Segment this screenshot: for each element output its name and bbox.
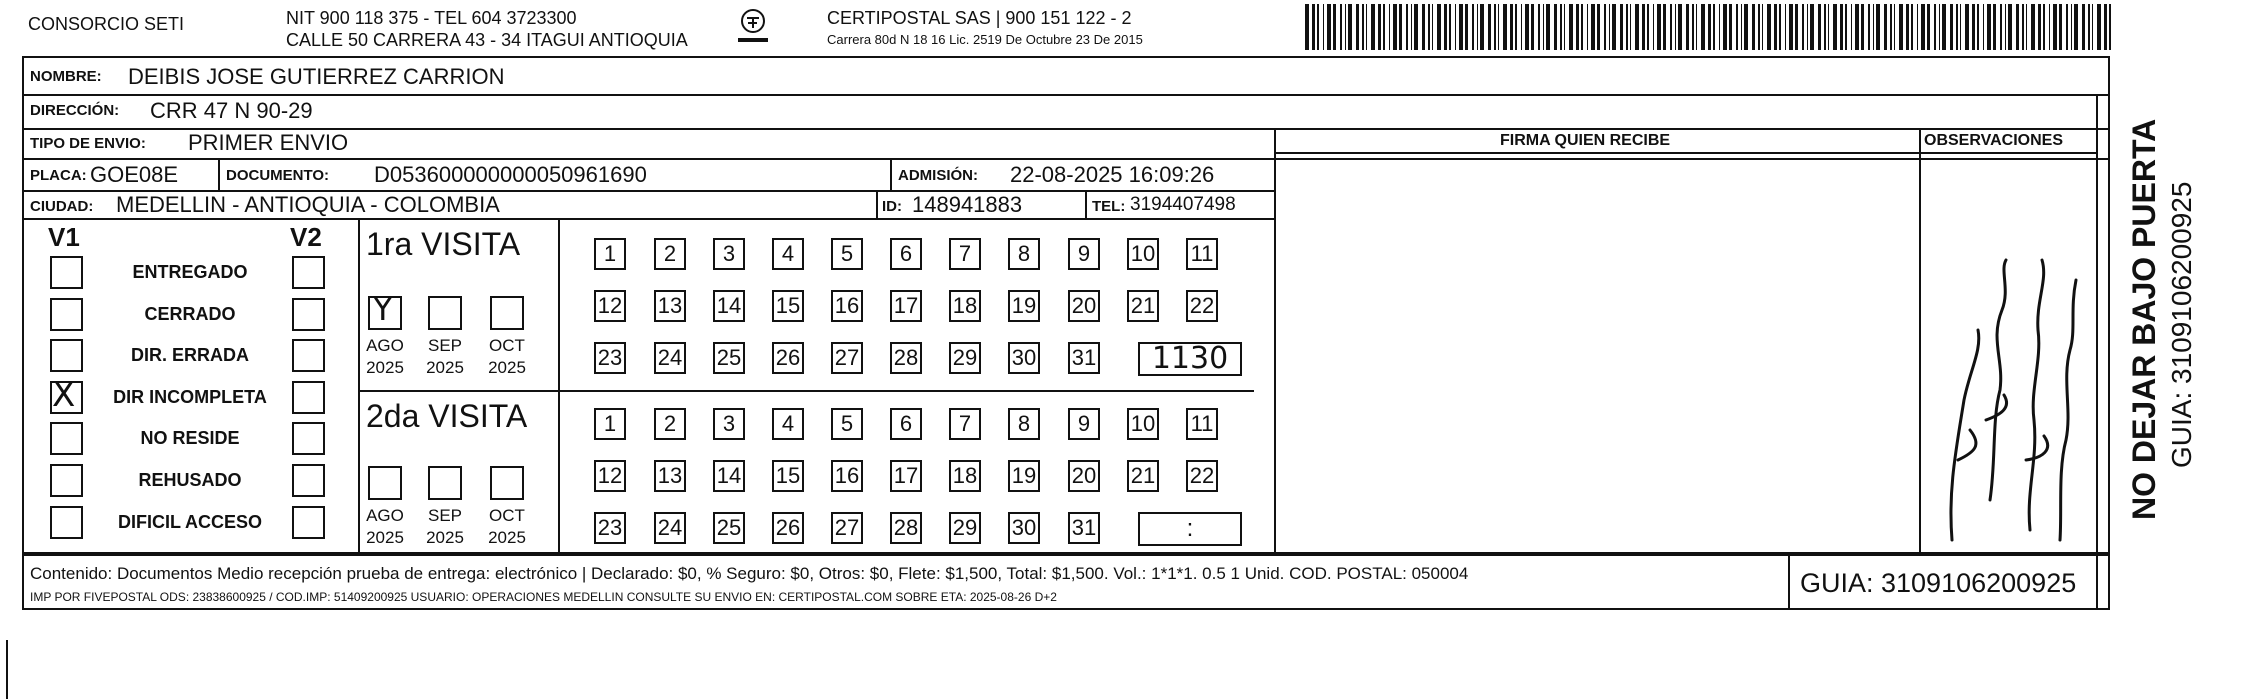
day-box[interactable]: 28 (890, 512, 922, 544)
footer-guia-box: GUIA: 3109106200925 (1800, 568, 2077, 598)
month-checkbox[interactable] (490, 296, 524, 330)
day-box[interactable]: 1 (594, 238, 626, 270)
day-box[interactable]: 7 (949, 408, 981, 440)
day-box[interactable]: 6 (890, 238, 922, 270)
v2-checkbox[interactable] (292, 339, 325, 372)
day-box[interactable]: 12 (594, 290, 626, 322)
year-label: 2025 (488, 358, 526, 377)
v2-checkbox[interactable] (292, 506, 325, 539)
v2-checkbox[interactable] (292, 256, 325, 289)
day-box[interactable]: 7 (949, 238, 981, 270)
v1-handwritten-mark: X (52, 375, 76, 415)
month-checkbox[interactable] (428, 296, 462, 330)
day-box[interactable]: 30 (1008, 342, 1040, 374)
day-box[interactable]: 27 (831, 512, 863, 544)
month-label: SEP (427, 506, 463, 525)
v1-checkbox[interactable] (50, 256, 83, 289)
day-box[interactable]: 10 (1127, 408, 1159, 440)
day-box[interactable]: 29 (949, 512, 981, 544)
year-label: 2025 (488, 528, 526, 547)
nombre-label: NOMBRE: (30, 68, 102, 85)
tel-value: 3194407498 (1130, 194, 1236, 215)
day-box[interactable]: 9 (1068, 238, 1100, 270)
day-box[interactable]: 27 (831, 342, 863, 374)
day-box[interactable]: 8 (1008, 408, 1040, 440)
ciudad-value: MEDELLIN - ANTIOQUIA - COLOMBIA (116, 192, 500, 217)
day-box[interactable]: 31 (1068, 512, 1100, 544)
day-box[interactable]: 19 (1008, 290, 1040, 322)
v1-checkbox[interactable] (50, 298, 83, 331)
direccion-label: DIRECCIÓN: (30, 102, 120, 119)
month-checkbox[interactable] (428, 466, 462, 500)
day-box[interactable]: 24 (654, 342, 686, 374)
day-box[interactable]: 31 (1068, 342, 1100, 374)
address-line: CALLE 50 CARRERA 43 - 34 ITAGUI ANTIOQUIA (286, 30, 688, 50)
v2-label: V2 (290, 222, 322, 252)
month-label: AGO (366, 336, 404, 355)
certipostal-logo-icon (735, 8, 771, 36)
day-box[interactable]: 2 (654, 238, 686, 270)
day-box[interactable]: 5 (831, 408, 863, 440)
month-label: SEP (427, 336, 463, 355)
day-box[interactable]: 29 (949, 342, 981, 374)
observations-handwriting (1930, 160, 2090, 550)
day-box[interactable]: 23 (594, 342, 626, 374)
nombre-value: DEIBIS JOSE GUTIERREZ CARRION (128, 64, 505, 89)
day-box[interactable]: 4 (772, 408, 804, 440)
v2-checkbox[interactable] (292, 464, 325, 497)
day-box[interactable]: 23 (594, 512, 626, 544)
day-box[interactable]: 13 (654, 290, 686, 322)
year-label: 2025 (366, 528, 404, 547)
day-box[interactable]: 25 (713, 512, 745, 544)
day-box[interactable]: 25 (713, 342, 745, 374)
day-box[interactable]: 14 (713, 460, 745, 492)
placa-label: PLACA: (30, 167, 87, 184)
id-label: ID: (882, 198, 902, 215)
v2-checkbox[interactable] (292, 422, 325, 455)
day-box[interactable]: 15 (772, 290, 804, 322)
day-box[interactable]: 2 (654, 408, 686, 440)
certipostal-line1: CERTIPOSTAL SAS | 900 151 122 - 2 (827, 8, 1132, 28)
day-box[interactable]: 22 (1186, 460, 1218, 492)
first-visit-title: 1ra VISITA (366, 226, 521, 262)
documento-value: D053600000000050961690 (374, 162, 647, 187)
status-label: REHUSADO (138, 470, 242, 490)
tel-label: TEL: (1092, 198, 1126, 215)
v1-checkbox[interactable] (50, 422, 83, 455)
day-box[interactable]: 16 (831, 290, 863, 322)
month-label: OCT (489, 506, 525, 525)
status-label: DIFICIL ACCESO (117, 512, 262, 532)
certipostal-line2: Carrera 80d N 18 16 Lic. 2519 De Octubre 23 De 2015 (827, 32, 1143, 47)
placa-value: GOE08E (90, 162, 179, 187)
day-box[interactable]: 1 (594, 408, 626, 440)
day-box[interactable]: 13 (654, 460, 686, 492)
day-box[interactable]: 15 (772, 460, 804, 492)
day-box[interactable]: 6 (890, 408, 922, 440)
v1-checkbox[interactable] (50, 339, 83, 372)
day-box[interactable]: 21 (1127, 290, 1159, 322)
day-box[interactable]: 22 (1186, 290, 1218, 322)
visit-time-box[interactable]: : (1138, 512, 1242, 546)
status-label: ENTREGADO (132, 262, 248, 282)
status-label: CERRADO (144, 304, 236, 324)
day-box[interactable]: 20 (1068, 290, 1100, 322)
month-label: AGO (366, 506, 404, 525)
v1-checkbox[interactable] (50, 464, 83, 497)
id-value: 148941883 (912, 192, 1023, 217)
day-box[interactable]: 5 (831, 238, 863, 270)
company-name: CONSORCIO SETI (28, 14, 185, 34)
side-guia: GUIA: 3109106200925 (2166, 181, 2197, 468)
side-no-dejar: NO DEJAR BAJO PUERTA (2126, 118, 2162, 520)
barcode (1305, 4, 2111, 50)
month-handwritten-mark: Y (373, 290, 393, 328)
footer-contenido: Contenido: Documentos Medio recepción prueba de entrega: electrónico | Declarado: $0, % Seguro: $0, Otros: $0, Flete: $1,500, Total: $1,500. Vol.: 1*1*1. 0.5 1 Unid. COD. POSTAL: 050004 (30, 564, 1469, 583)
second-visit-title: 2da VISITA (366, 398, 528, 434)
v1-checkbox[interactable] (50, 506, 83, 539)
day-box[interactable]: 14 (713, 290, 745, 322)
year-label: 2025 (366, 358, 404, 377)
month-checkbox[interactable] (490, 466, 524, 500)
nit-line: NIT 900 118 375 - TEL 604 3723300 (286, 8, 577, 28)
tipo-envio-value: PRIMER ENVIO (188, 130, 349, 155)
day-box[interactable]: 11 (1186, 238, 1218, 270)
admision-value: 22-08-2025 16:09:26 (1010, 162, 1215, 187)
tipo-envio-label: TIPO DE ENVIO: (30, 135, 146, 152)
day-box[interactable]: 18 (949, 460, 981, 492)
v2-checkbox[interactable] (292, 298, 325, 331)
day-box[interactable]: 17 (890, 460, 922, 492)
day-box[interactable]: 17 (890, 290, 922, 322)
day-box[interactable]: 30 (1008, 512, 1040, 544)
day-box[interactable]: 12 (594, 460, 626, 492)
day-box[interactable]: 3 (713, 408, 745, 440)
day-box[interactable]: 10 (1127, 238, 1159, 270)
direccion-value: CRR 47 N 90-29 (150, 98, 313, 123)
visit-time-box[interactable]: 1130 (1138, 342, 1242, 376)
month-label: OCT (489, 336, 525, 355)
year-label: 2025 (426, 358, 464, 377)
day-box[interactable]: 18 (949, 290, 981, 322)
admision-label: ADMISIÓN: (898, 167, 978, 184)
status-label: NO RESIDE (140, 428, 240, 448)
day-box[interactable]: 26 (772, 512, 804, 544)
day-box[interactable]: 28 (890, 342, 922, 374)
day-box[interactable]: 3 (713, 238, 745, 270)
day-box[interactable]: 11 (1186, 408, 1218, 440)
firma-label: FIRMA QUIEN RECIBE (1500, 132, 1671, 149)
v2-checkbox[interactable] (292, 381, 325, 414)
status-label: DIR INCOMPLETA (113, 387, 267, 407)
v1-label: V1 (48, 222, 80, 252)
footer-imp-line: IMP POR FIVEPOSTAL ODS: 23838600925 / COD.IMP: 51409200925 USUARIO: OPERACIONES MEDELLIN CONSULTE SU ENVIO EN: CERTIPOSTAL.COM SOBRE ETA: 2025-08-26 D+2 (30, 590, 1057, 604)
day-box[interactable]: 4 (772, 238, 804, 270)
day-box[interactable]: 26 (772, 342, 804, 374)
month-checkbox[interactable] (368, 466, 402, 500)
observaciones-label: OBSERVACIONES (1924, 132, 2063, 149)
day-box[interactable]: 16 (831, 460, 863, 492)
day-box[interactable]: 20 (1068, 460, 1100, 492)
status-label: DIR. ERRADA (130, 345, 249, 365)
day-box[interactable]: 8 (1008, 238, 1040, 270)
day-box[interactable]: 19 (1008, 460, 1040, 492)
day-box[interactable]: 9 (1068, 408, 1100, 440)
ciudad-label: CIUDAD: (30, 198, 94, 215)
day-box[interactable]: 21 (1127, 460, 1159, 492)
day-box[interactable]: 24 (654, 512, 686, 544)
year-label: 2025 (426, 528, 464, 547)
documento-label: DOCUMENTO: (226, 167, 330, 184)
